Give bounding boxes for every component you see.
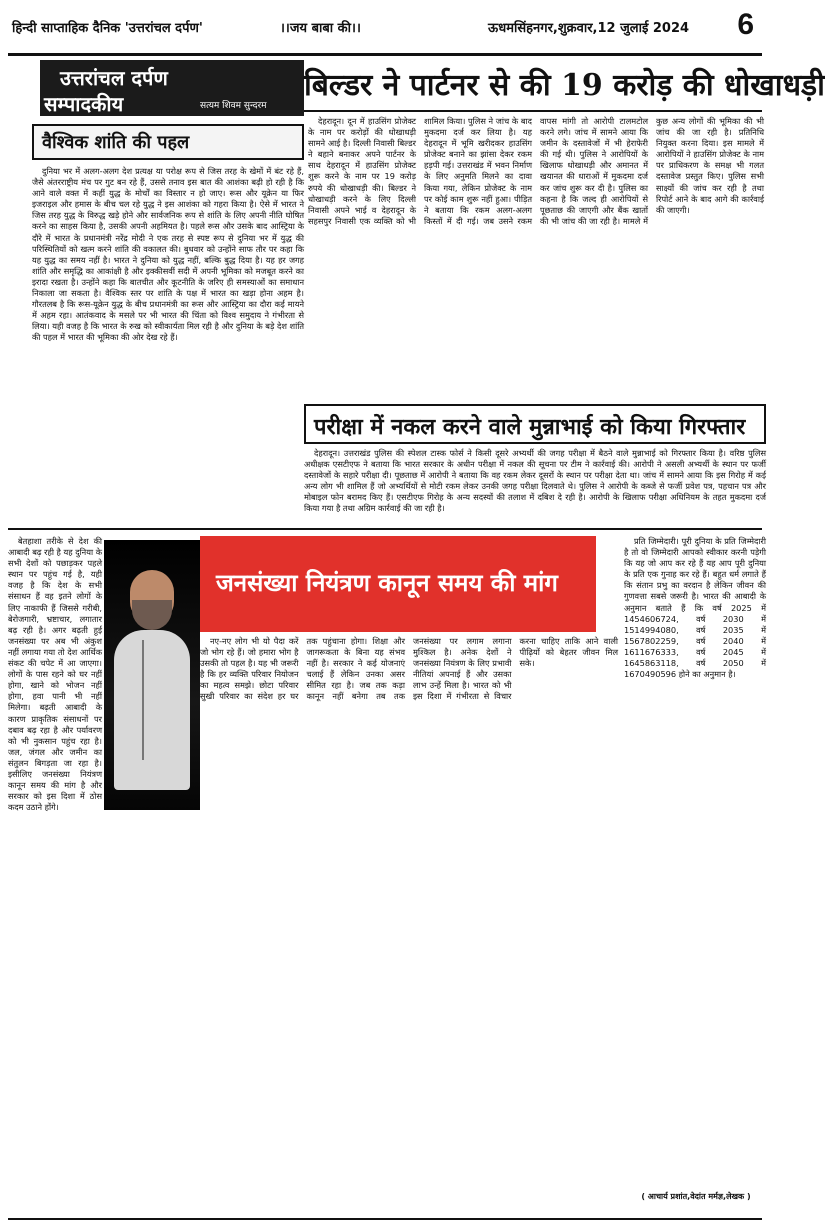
editorial-masthead [40, 60, 304, 116]
second-story-body-text: देहरादून। उत्तराखंड पुलिस की स्पेशल टास्क फोर्स ने किसी दूसरे अभ्यर्थी की जगह परीक्षा में बैठने वाले मुन्नाभाई को गिरफ्तार किया है। वरिष्ठ पुलिस अधीक्षक एसटीएफ ने बताया कि भारत सरकार के अधीन परीक्षा में नकल की सूचना पर टीम ने कार्रवाई की। आरोपी ने असली अभ्यर्थी के स्थान पर फर्जी दस्तावेजों के सहारे परीक्षा दी। पूछताछ में आरोपी ने बताया कि वह रकम लेकर दूसरों के स्थान पर परीक्षा देता था। जांच में सामने आया कि इस गिरोह में कई अन्य लोग भी शामिल हैं जो अभ्यर्थियों से मोटी रकम लेकर उनकी जगह परीक्षा दिलवाते थे। पुलिस ने आरोपी के कब्जे से फर्जी प्रवेश पत्र, पहचान पत्र और मोबाइल फोन बरामद किए हैं। एसटीएफ गिरोह के अन्य सदस्यों की तलाश में दबिश दे रही है। आरोपी के खिलाफ परीक्षा अधिनियम के तहत मुकदमा दर्ज किया गया है तथा अग्रिम कार्रवाई की जा रही है। [304, 448, 766, 514]
paper-name: हिन्दी साप्ताहिक दैनिक 'उत्तरांचल दर्पण' [12, 21, 203, 36]
masthead [8, 8, 762, 56]
author-photo-kurta-line [142, 640, 144, 760]
author-photo-body [114, 630, 190, 790]
lead-story-body-text: देहरादून। दून में हाउसिंग प्रोजेक्ट के नाम पर करोड़ों की धोखाधड़ी सामने आई है। दिल्ली निवासी बिल्डर ने बहाने बनाकर अपने पार्टनर के साथ देहरादून में हाउसिंग प्रोजेक्ट शुरू करने के नाम पर 19 करोड़ रुपये की धोखाधड़ी की। बिल्डर ने धोखाधड़ी करने के लिए दिल्ली निवासी अपने भाई व देहरादून के सहसपुर निवासी एक व्यक्ति को भी शामिल किया। पुलिस ने जांच के बाद मुकदमा दर्ज कर लिया है। यह देहरादून में भूमि खरीदकर हाउसिंग प्रोजेक्ट बनाने का झांसा देकर रकम हड़पी गई। उत्तराखंड में भवन निर्माण के लिए अनुमति मिलने का दावा किया गया, लेकिन प्रोजेक्ट के नाम पर कोई काम शुरू नहीं हुआ। पीड़ित ने बताया कि रकम अलग-अलग किस्तों में दी गई। जब उसने रकम वापस मांगी तो आरोपी टालमटोल करने लगे। जांच में सामने आया कि जमीन के दस्तावेजों में भी हेराफेरी की गई थी। पुलिस ने आरोपियों के खिलाफ धोखाधड़ी और अमानत में खयानत की धाराओं में मुकदमा दर्ज कर जांच शुरू कर दी है। पुलिस का कहना है कि जल्द ही आरोपियों से पूछताछ की जाएगी और बैंक खातों की भी जांच की जा रही है। मामले में कुछ अन्य लोगों की भूमिका की भी जांच की जा रही है। प्रतिनिधि नियुक्त करना दिया। इस मामले में आरोपियों ने हाउसिंग प्रोजेक्ट के नाम पर प्राधिकरण के समक्ष भी गलत दस्तावेज प्रस्तुत किए। पुलिस सभी साक्ष्यों की जांच कर रही है तथा रिपोर्ट आने के बाद आगे की कार्रवाई की जाएगी। [308, 116, 764, 226]
editorial-byline: सत्यम शिवम सुन्दरम [200, 101, 267, 111]
second-story-body [304, 448, 766, 526]
lead-story-body [308, 116, 764, 398]
author-photo-beard [132, 600, 172, 630]
masthead-motto: ।।जय बाबा की।। [280, 21, 361, 36]
feature-body-mid [200, 636, 618, 1216]
feature-body-left-text: बेतहाशा तरीके से देश की आबादी बढ़ रही है यह दुनिया के सभी देशों को पछाड़कर पहले स्थान पर पहुंच गई है, यही वजह है कि देश के सभी संसाधन हैं वह इतने लोगों के लिए नाकाफी हैं जिससे गरीबी, बेरोजगारी, भ्रष्टाचार, लगातार बढ़ रही है। अगर बढ़ती हुई जनसंख्या पर अब भी अंकुश नहीं लगाया गया तो देश आर्थिक संकट की चपेट में आ जाएगा। लोगों के पास रहने को घर नहीं होगा, खाने को भोजन नहीं होगा, हवा पानी भी नहीं मिलेगा। बढ़ती आबादी के कारण प्राकृतिक संसाधनों पर दबाव बढ़ रहा है और पर्यावरण को भी नुकसान पहुंच रहा है। जल, जंगल और जमीन का संतुलन बिगड़ता जा रहा है। इसीलिए जनसंख्या नियंत्रण कानून समय की मांग है और सरकार को इस दिशा में ठोस कदम उठाने होंगे। [8, 536, 102, 813]
editorial-headline: वैश्विक शांति की पहल [32, 124, 304, 160]
author-photo [104, 540, 200, 810]
page-footer-rule [8, 1218, 762, 1220]
feature-banner [200, 536, 596, 632]
feature-body-mid-text: नए-नए लोग भी यो पैदा करें जो भोग रहे हैं। जो हमारा भोग है उसकी तो पहल है। यह भी जरूरी है कि हर व्यक्ति परिवार नियोजन का महत्व समझे। छोटा परिवार सुखी परिवार का संदेश हर घर तक पहुंचाना होगा। शिक्षा और जागरूकता के बिना यह संभव नहीं है। सरकार ने कई योजनाएं चलाई हैं लेकिन उनका असर सीमित रहा है। जब तक कड़ा कानून नहीं बनेगा तब तक जनसंख्या पर लगाम लगाना मुश्किल है। अनेक देशों ने जनसंख्या नियंत्रण के लिए प्रभावी नीतियां अपनाई हैं और उसका लाभ उन्हें मिला है। भारत को भी इस दिशा में गंभीरता से विचार करना चाहिए ताकि आने वाली पीढ़ियों को बेहतर जीवन मिल सके। [200, 636, 618, 702]
dateline: ऊधमसिंहनगर,शुक्रवार,12 जुलाई 2024 [488, 21, 690, 36]
lead-story-headline: बिल्डर ने पार्टनर से की 19 करोड़ की धोखाधड़ी [304, 62, 762, 112]
feature-body-right-text: प्रति जिम्मेदारी। पूरी दुनिया के प्रति जिम्मेदारी है तो वो जिम्मेदारी आपको स्वीकार करनी पड़ेगी कि यह जो आप कर रहे हैं यह आप पूरी दुनिया के प्रति एक गुनाह कर रहे हैं। बहुत धर्म लगाते हैं कि संतान प्रभु का वरदान है लेकिन जीवन की गुणवत्ता सबसे जरूरी है। भारत की आबादी के अनुमान बताते हैं कि वर्ष 2025 में 1454606724, वर्ष 2030 में 1514994080, वर्ष 2035 में 1567802259, वर्ष 2040 में 1611676333, वर्ष 2045 में 1645863118, वर्ष 2050 में 1670490596 होने का अनुमान है। [624, 536, 766, 680]
feature-headline: जनसंख्या नियंत्रण कानून समय की मांग [216, 568, 558, 597]
editorial-body-text: दुनिया भर में अलग-अलग देश प्रत्यक्ष या परोक्ष रूप से जिस तरह के खेमों में बंट रहे हैं, जैसे अंतरराष्ट्रीय मंच पर गुट बन रहे हैं, उससे तनाव इस बात की आशंका बढ़ी हो रही है कि आने वाले वक्त में कहीं युद्ध के मोर्चों का विस्तार न हो जाए। रूस और यूक्रेन या फिर इजराइल और हमास के बीच चल रहे युद्ध ने इस आशंका को गहरा किया है। ऐसे में भारत ने जिस तरह युद्ध के विरुद्ध खड़े होने और सार्वजनिक रूप से शांति के लिए अपनी नीति घोषित करने का साहस किया है, उसकी अपनी अहमियत है। पहले रूस और उसके बाद आस्ट्रिया के दौरे में भारत के प्रधानमंत्री नरेंद्र मोदी ने एक तरह से स्पष्ट रूप से दुनिया भर में युद्ध की परिस्थितियों को खत्म करने शांति की वकालत की। बुधवार को उन्होंने साफ तौर पर कहा कि यह युद्ध का समय नहीं है। भारत ने दुनिया को युद्ध नहीं, बल्कि बुद्ध दिया है। यह हर जगह शांति और समृद्धि का आकांक्षी है और इक्कीसवीं सदी में अपनी भूमिका को मजबूत करने का इरादा रखता है। उन्होंने कहा कि बातचीत और कूटनीति के जरिए ही समस्याओं का समाधान निकाला जा सकता है। वैश्विक स्तर पर शांति के पक्ष में भारत का खड़ा होना अहम है। गौरतलब है कि रूस-यूक्रेन युद्ध के बीच प्रधानमंत्री का रूस और आस्ट्रिया का दौरा कई मायने में अहम रहा। आतंकवाद के मसले पर भी भारत की चिंता को विश्व समुदाय ने गंभीरता से लिया। यही वजह है कि भारत के रुख को स्वीकार्यता मिल रही है और दुनिया के बड़े देश शांति की पहल में भारत की भूमिका की ओर देख रहे हैं। [32, 166, 304, 343]
editorial-body [32, 166, 304, 522]
section-divider [8, 528, 762, 530]
page-number: 6 [737, 8, 754, 41]
feature-body-left [8, 536, 102, 1216]
feature-body-right [624, 536, 766, 1188]
editorial-masthead-title: उत्तरांचल दर्पण [60, 66, 168, 90]
editorial-section-label: सम्पादकीय [44, 92, 124, 116]
feature-signoff: ( आचार्य प्रशांत,वेदांत मर्मज्ञ,लेखक ) [641, 1192, 751, 1201]
second-story-headline: परीक्षा में नकल करने वाले मुन्नाभाई को किया गिरफ्तार [304, 404, 766, 444]
